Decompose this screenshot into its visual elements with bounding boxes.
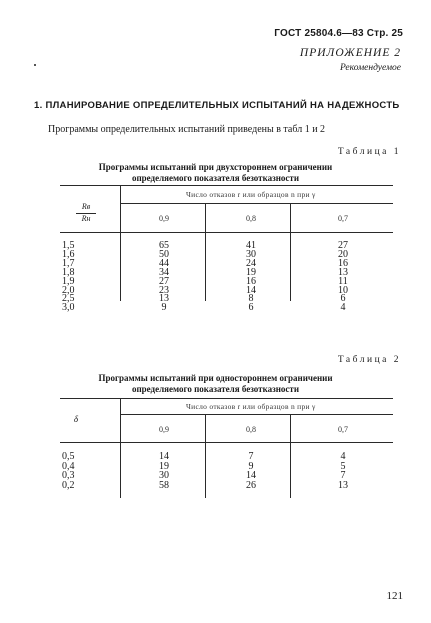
page-number: 121 bbox=[386, 590, 403, 602]
table2-col-header-1: 0,9 bbox=[159, 425, 169, 434]
table2-cell: 19 bbox=[159, 460, 169, 472]
table2-cell: 9 bbox=[248, 460, 254, 472]
table2-top-rule bbox=[60, 398, 393, 399]
appendix-subtitle: Рекомендуемое bbox=[339, 63, 401, 73]
table2-row-key: 0,3 bbox=[62, 470, 75, 481]
table2-col-header-3: 0,7 bbox=[338, 425, 348, 434]
table1-cell: 11 bbox=[338, 275, 348, 287]
table2-title-line1: Программы испытаний при одностороннем ограничении bbox=[98, 373, 333, 383]
table2-cell: 14 bbox=[159, 451, 169, 462]
table1-row-key: 2,0 bbox=[62, 284, 75, 296]
table1-col-header-3: 0,7 bbox=[338, 214, 348, 223]
table2-cell: 7 bbox=[248, 451, 254, 462]
table2-cell: 14 bbox=[246, 470, 256, 481]
table1-cell: 65 bbox=[159, 240, 169, 251]
table2-span-header: Число отказов r или образцов n при γ bbox=[186, 402, 316, 411]
table1-head-rule bbox=[60, 232, 393, 233]
table1-col-header-2: 0,8 bbox=[246, 214, 256, 223]
table1-cell: 24 bbox=[246, 257, 256, 269]
table2-col-header-2: 0,8 bbox=[246, 425, 256, 434]
table1-title-line2: определяемого показателя безотказности bbox=[131, 173, 300, 183]
table1-row-key: 3,0 bbox=[62, 302, 75, 314]
table2-cell: 30 bbox=[159, 470, 169, 481]
table1-cell: 9 bbox=[161, 302, 167, 314]
table1-cell: 34 bbox=[159, 266, 169, 278]
table1-row-key: 1,7 bbox=[62, 257, 75, 269]
table2-row-header: δ bbox=[73, 414, 79, 424]
table1-cell: 41 bbox=[246, 240, 256, 251]
table1-row-key: 2,5 bbox=[62, 293, 75, 305]
table1-cell: 27 bbox=[159, 275, 169, 287]
table1-cell: 44 bbox=[159, 257, 169, 269]
table1-col-divider-1 bbox=[205, 203, 206, 301]
speck-mark bbox=[34, 64, 36, 66]
table2-col-divider-2 bbox=[290, 414, 291, 498]
table1-cell: 6 bbox=[248, 302, 254, 314]
appendix-title: ПРИЛОЖЕНИЕ 2 bbox=[299, 47, 401, 59]
table2-cell: 13 bbox=[338, 479, 348, 491]
document-header: ГОСТ 25804.6—83 Стр. 25 bbox=[274, 28, 403, 39]
table1-row-key: 1,5 bbox=[62, 240, 75, 251]
table1-label: Таблица 1 bbox=[337, 147, 401, 157]
table2-head-rule bbox=[60, 442, 393, 443]
table1-cell: 13 bbox=[159, 293, 169, 305]
table1-row-key: 1,6 bbox=[62, 248, 75, 260]
table1-span-header: Число отказов r или образцов n при γ bbox=[186, 190, 316, 199]
table2-cell: 5 bbox=[340, 460, 346, 472]
table2-row-key: 0,4 bbox=[62, 460, 75, 472]
table1-cell: 10 bbox=[338, 284, 348, 296]
table2-stub-divider bbox=[120, 398, 121, 498]
table2-label: Таблица 2 bbox=[337, 355, 401, 365]
table1-cell: 20 bbox=[338, 248, 348, 260]
table1-cell: 14 bbox=[246, 284, 256, 296]
intro-text: Программы определительных испытаний приведены в табл 1 и 2 bbox=[48, 124, 326, 135]
table1-cell: 27 bbox=[338, 240, 348, 251]
table2-col-divider-1 bbox=[205, 414, 206, 498]
table2-cell: 58 bbox=[159, 479, 169, 491]
table1-title-line1: Программы испытаний при двухстороннем ограничении bbox=[98, 162, 333, 172]
table1-cell: 16 bbox=[338, 257, 348, 269]
table1-cell: 30 bbox=[246, 248, 256, 260]
table1-cell: 8 bbox=[248, 293, 254, 305]
table1-row-key: 1,8 bbox=[62, 266, 75, 278]
section-title: 1. ПЛАНИРОВАНИЕ ОПРЕДЕЛИТЕЛЬНЫХ ИСПЫТАНИЙ НА НАДЕЖНОСТЬ bbox=[34, 100, 400, 111]
table2-cell: 7 bbox=[340, 470, 346, 481]
table1-span-rule bbox=[120, 203, 393, 204]
table1-cell: 13 bbox=[338, 266, 348, 278]
table2-span-rule bbox=[120, 414, 393, 415]
table2-cell: 26 bbox=[246, 479, 256, 491]
table1-cell: 23 bbox=[159, 284, 169, 296]
table1-cell: 16 bbox=[246, 275, 256, 287]
table1-row-header-top: Rв bbox=[81, 202, 91, 211]
table1-col-divider-2 bbox=[290, 203, 291, 301]
table1-cell: 50 bbox=[159, 248, 169, 260]
table1-cell: 4 bbox=[340, 302, 346, 314]
table1-col-header-1: 0,9 bbox=[159, 214, 169, 223]
table2-cell: 4 bbox=[340, 451, 346, 462]
table1-row-header-bottom: Rн bbox=[81, 214, 91, 223]
table1-row-key: 1,9 bbox=[62, 275, 75, 287]
table2-title-line2: определяемого показателя безотказности bbox=[131, 384, 300, 394]
table1-top-rule bbox=[60, 185, 393, 186]
table1-cell: 6 bbox=[340, 293, 346, 305]
table2-row-key: 0,2 bbox=[62, 479, 75, 491]
table2-row-key: 0,5 bbox=[62, 451, 75, 462]
table1-cell: 19 bbox=[246, 266, 256, 278]
